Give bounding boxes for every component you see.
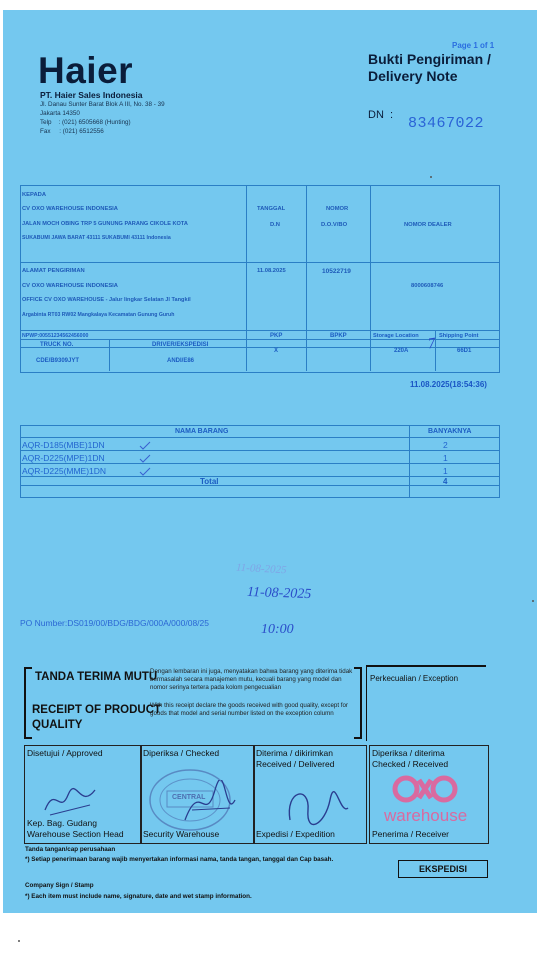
document-title [368, 51, 491, 85]
stamp-central-text: CENTRAL [172, 794, 206, 801]
delivered-label-line2: Received / Delivered [256, 759, 335, 769]
approved-label: Disetujui / Approved [27, 748, 103, 758]
info-table-col-truck [109, 340, 110, 371]
exception-top-line [366, 665, 486, 667]
driver-label: DRIVER/EKSPEDISI [152, 342, 209, 348]
approved-bottom-line2: Warehouse Section Head [27, 829, 124, 839]
receipt-en-title-line1: RECEIPT OF PRODUCT [32, 704, 162, 716]
items-name-header: NAMA BARANG [175, 428, 229, 435]
document-title-line2: Delivery Note [368, 68, 458, 84]
print-timestamp: 11.08.2025(18:54:36) [410, 380, 487, 389]
info-table-divider-4 [20, 347, 499, 348]
received-label-line1: Diperiksa / diterima [372, 748, 445, 758]
item-name-3: AQR-D225(MME)1DN [22, 466, 107, 476]
receipt-id-text: Dengan lembaran ini juga, menyatakan bahwa barang yang diterima tidak bermasalah secara manajemen mutu, kecuali barang yang model dan nomor serinya tertera pada kolom pengecualian [150, 668, 353, 691]
items-total-value: 4 [443, 477, 448, 486]
approved-bottom-line1: Kep. Bag. Gudang [27, 818, 97, 828]
ekspedisi-box: EKSPEDISI [398, 860, 488, 878]
speck [18, 940, 20, 942]
checked-signature [180, 780, 240, 830]
delivered-signature [280, 780, 350, 830]
customer-address-line1: JALAN MOCH OBING TRP 5 GUNUNG PARANG CIKOLE KOTA [22, 221, 188, 227]
dn-label: DN : [368, 109, 394, 121]
info-table-col-3 [370, 185, 371, 371]
items-qty-header: BANYAKNYA [428, 428, 472, 435]
page-number: Page 1 of 1 [452, 41, 495, 50]
shipping-point-value: 66D1 [457, 348, 472, 354]
dn-number: 83467022 [408, 115, 485, 132]
handwritten-mark: 7 [426, 335, 437, 353]
delivery-office: OFFICE CV OXO WAREHOUSE - Jalur lingkar Selatan Jl Tangkil [22, 297, 191, 303]
items-row-line-5 [20, 485, 499, 486]
bpkp-label: BPKP [330, 333, 347, 339]
info-table-divider-2 [20, 330, 499, 331]
item-qty-3: 1 [443, 466, 448, 476]
items-row-line-1 [20, 437, 499, 438]
storage-location-label: Storage Location [373, 333, 419, 339]
delivery-area: Argabinta RT03 RW02 Mangkalaya Kecamatan Gunung Guruh [22, 312, 175, 318]
customer-name: CV OXO WAREHOUSE INDONESIA [22, 206, 118, 212]
pkp-value: X [274, 348, 279, 354]
document-title-line1: Bukti Pengiriman / [368, 51, 491, 67]
received-label-line2: Checked / Received [372, 759, 449, 769]
items-row-line-2 [20, 450, 499, 451]
handwritten-time: 10:00 [261, 622, 294, 637]
approved-signature [40, 780, 100, 820]
driver-name: ANDI/E86 [167, 358, 195, 364]
nomor-dealer-label: NOMOR DEALER [404, 222, 452, 228]
speck [430, 176, 432, 178]
item-qty-2: 1 [443, 453, 448, 463]
items-row-line-4 [20, 476, 499, 477]
receipt-en-text: With this receipt declare the goods received with good quality, except for goods that model and serial number listed on the exception column [150, 702, 348, 717]
handwritten-date-faint: 11-08-2025 [235, 561, 287, 577]
customer-address-line2: SUKABUMI JAWA BARAT 43111 SUKABUMI 43111 Indonesia [22, 235, 171, 241]
oxo-warehouse-stamp-text: warehouse [384, 806, 468, 825]
items-table-col [409, 425, 410, 497]
exception-label: Perkecualian / Exception [370, 674, 459, 683]
info-table-col-2 [306, 185, 307, 371]
info-table-col-1 [246, 185, 247, 371]
item-name-2: AQR-D225(MPE)1DN [22, 453, 105, 463]
item-name-1: AQR-D185(MBE)1DN [22, 440, 105, 450]
footer-en-sign: Company Sign / Stamp [25, 882, 94, 889]
items-row-line-3 [20, 463, 499, 464]
item-qty-1: 2 [443, 440, 448, 450]
nomor-label: NOMOR [326, 206, 349, 212]
item-check-marks [138, 440, 152, 480]
pkp-label: PKP [270, 333, 283, 339]
footer-id-note: *) Setiap penerimaan barang wajib menyertakan informasi nama, tanda tangan, tanggal dan Cap basah. [25, 856, 334, 863]
npwp: NPWP:00551234562456000 [22, 333, 89, 339]
handwritten-date: 11-08-2025 [246, 584, 312, 603]
truck-no: CDE/B9309JYT [36, 358, 80, 364]
truck-no-label: TRUCK NO. [40, 342, 74, 348]
delivery-nomor: 10522719 [322, 268, 351, 275]
nomor-sub-label: D.O.V/BO [321, 222, 348, 228]
oxo-logo-icon [392, 772, 458, 806]
company-address-line2: Jakarta 14350 [40, 110, 80, 117]
storage-location-value: 220A [394, 348, 409, 354]
info-table-divider-1 [20, 262, 499, 263]
receipt-en-title-line2: QUALITY [32, 719, 83, 731]
shipping-point-label: Shipping Point [439, 333, 479, 339]
company-fax: Fax : (021) 6512556 [40, 128, 104, 135]
footer-id-sign: Tanda tangan/cap perusahaan [25, 846, 116, 853]
po-number: PO Number:DS019/00/BDG/BDG/000A/000/08/25 [20, 618, 209, 628]
receipt-id-title: TANDA TERIMA MUTU [35, 671, 158, 683]
footer-en-note: *) Each item must include name, signature, date and wet stamp information. [25, 893, 252, 900]
tanggal-sub-label: D.N [270, 222, 280, 228]
company-telp: Telp : (021) 6505668 (Hunting) [40, 119, 131, 126]
delivery-dealer: 8000608746 [411, 283, 444, 289]
delivered-label-line1: Diterima / dikirimkan [256, 748, 333, 758]
company-name: PT. Haier Sales Indonesia [40, 90, 143, 100]
delivery-tanggal: 11.08.2025 [257, 268, 286, 274]
alamat-pengiriman-label: ALAMAT PENGIRIMAN [22, 268, 85, 274]
checked-label: Diperiksa / Checked [143, 748, 220, 758]
items-total-label: Total [200, 477, 219, 486]
delivery-name: CV OXO WAREHOUSE INDONESIA [22, 283, 118, 289]
haier-logo: Haier [38, 50, 134, 91]
exception-left-line [366, 665, 367, 741]
received-bottom-label: Penerima / Receiver [372, 829, 450, 839]
tanggal-label: TANGGAL [257, 206, 286, 212]
delivered-bottom-label: Expedisi / Expedition [256, 829, 335, 839]
checked-bottom-label: Security Warehouse [143, 829, 220, 839]
speck [532, 600, 534, 602]
receipt-bracket-left [24, 667, 32, 739]
kepada-label: KEPADA [22, 192, 47, 198]
company-address-line1: Jl. Danau Sunter Barat Blok A III, No. 38 - 39 [40, 101, 165, 108]
